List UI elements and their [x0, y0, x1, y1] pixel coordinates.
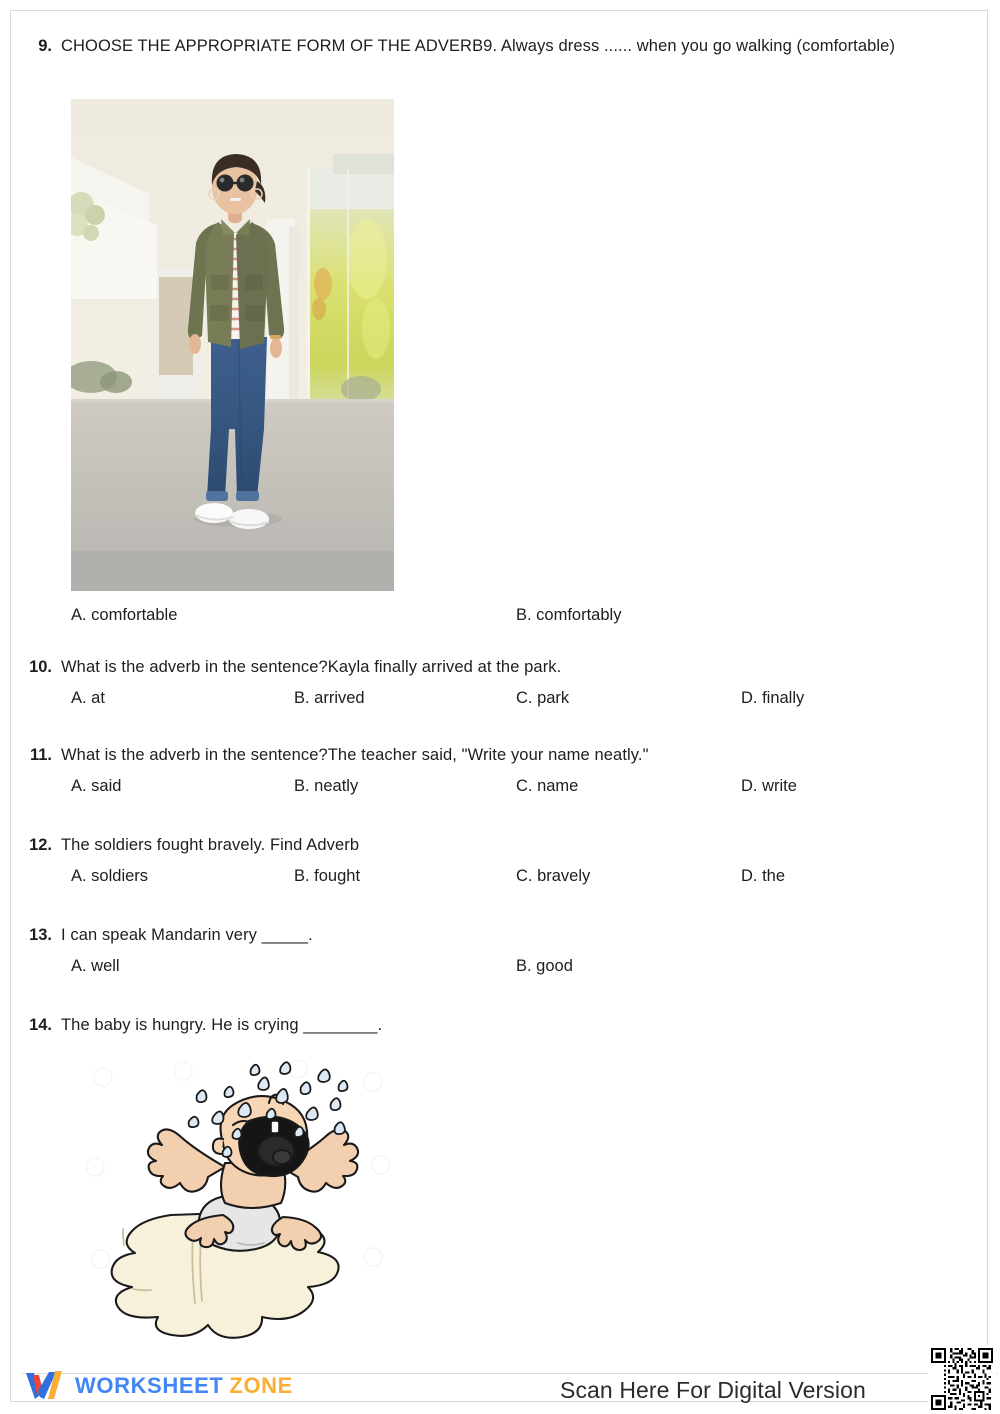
crying-baby-cartoon — [73, 1047, 403, 1347]
worksheet-zone-logo[interactable] — [24, 1369, 293, 1403]
qr-code[interactable] — [928, 1345, 996, 1413]
option-b[interactable]: B. fought — [294, 867, 361, 886]
question-number: 13. — [29, 926, 52, 944]
option-a[interactable]: A. soldiers — [71, 867, 149, 886]
option-d[interactable]: D. write — [741, 777, 797, 796]
option-a[interactable]: A. at — [71, 689, 105, 708]
question-number: 12. — [29, 836, 52, 854]
option-row — [27, 777, 967, 807]
option-a[interactable]: A. said — [71, 777, 122, 796]
question-line — [27, 834, 967, 857]
question-9-options — [27, 596, 967, 636]
question-text: The soldiers fought bravely. Find Adverb — [61, 836, 360, 854]
option-c[interactable]: C. bravely — [516, 867, 591, 886]
brand-secondary: ZONE — [229, 1373, 293, 1398]
option-row — [27, 689, 967, 719]
option-row — [27, 867, 967, 897]
option-b[interactable]: B. comfortably — [516, 606, 622, 624]
option-a[interactable]: A. comfortable — [71, 606, 178, 624]
scan-here-label: Scan Here For Digital Version — [560, 1377, 866, 1403]
question-number: 9. — [38, 37, 52, 55]
question-block-13 — [27, 924, 967, 987]
option-b[interactable]: B. arrived — [294, 689, 365, 708]
worksheet-page — [10, 10, 988, 1402]
question-text: CHOOSE THE APPROPRIATE FORM OF THE ADVERB9. Always dress ...... when you go walking (comfortable) — [61, 37, 896, 55]
option-row — [27, 606, 967, 636]
question-block-12 — [27, 834, 967, 897]
question-line — [27, 656, 967, 679]
question-text: The baby is hungry. He is crying ________. — [61, 1016, 383, 1034]
question-line — [27, 744, 967, 767]
page-footer — [0, 1363, 1000, 1414]
question-line — [27, 924, 967, 947]
option-d[interactable]: D. the — [741, 867, 786, 886]
question-number: 11. — [29, 746, 52, 764]
question-text: I can speak Mandarin very _____. — [61, 926, 313, 944]
option-c[interactable]: C. name — [516, 777, 579, 796]
logo-mark-icon — [24, 1369, 64, 1403]
option-d[interactable]: D. finally — [741, 689, 805, 708]
option-b[interactable]: B. neatly — [294, 777, 359, 796]
brand-primary: WORKSHEET — [75, 1373, 224, 1398]
question-block-14 — [27, 1014, 967, 1037]
woman-standing-outdoors-photo — [71, 99, 394, 591]
option-row — [27, 957, 967, 987]
option-a[interactable]: A. well — [71, 957, 120, 976]
brand-wordmark — [75, 1373, 293, 1399]
question-line — [27, 35, 967, 58]
option-b[interactable]: B. good — [516, 957, 573, 976]
question-number: 10. — [29, 658, 52, 676]
question-text: What is the adverb in the sentence?The teacher said, "Write your name neatly." — [61, 746, 649, 764]
question-block-11 — [27, 744, 967, 807]
option-c[interactable]: C. park — [516, 689, 570, 708]
question-block-9 — [27, 35, 967, 58]
question-line — [27, 1014, 967, 1037]
question-block-10 — [27, 656, 967, 719]
question-number: 14. — [29, 1016, 52, 1034]
question-text: What is the adverb in the sentence?Kayla finally arrived at the park. — [61, 658, 562, 676]
